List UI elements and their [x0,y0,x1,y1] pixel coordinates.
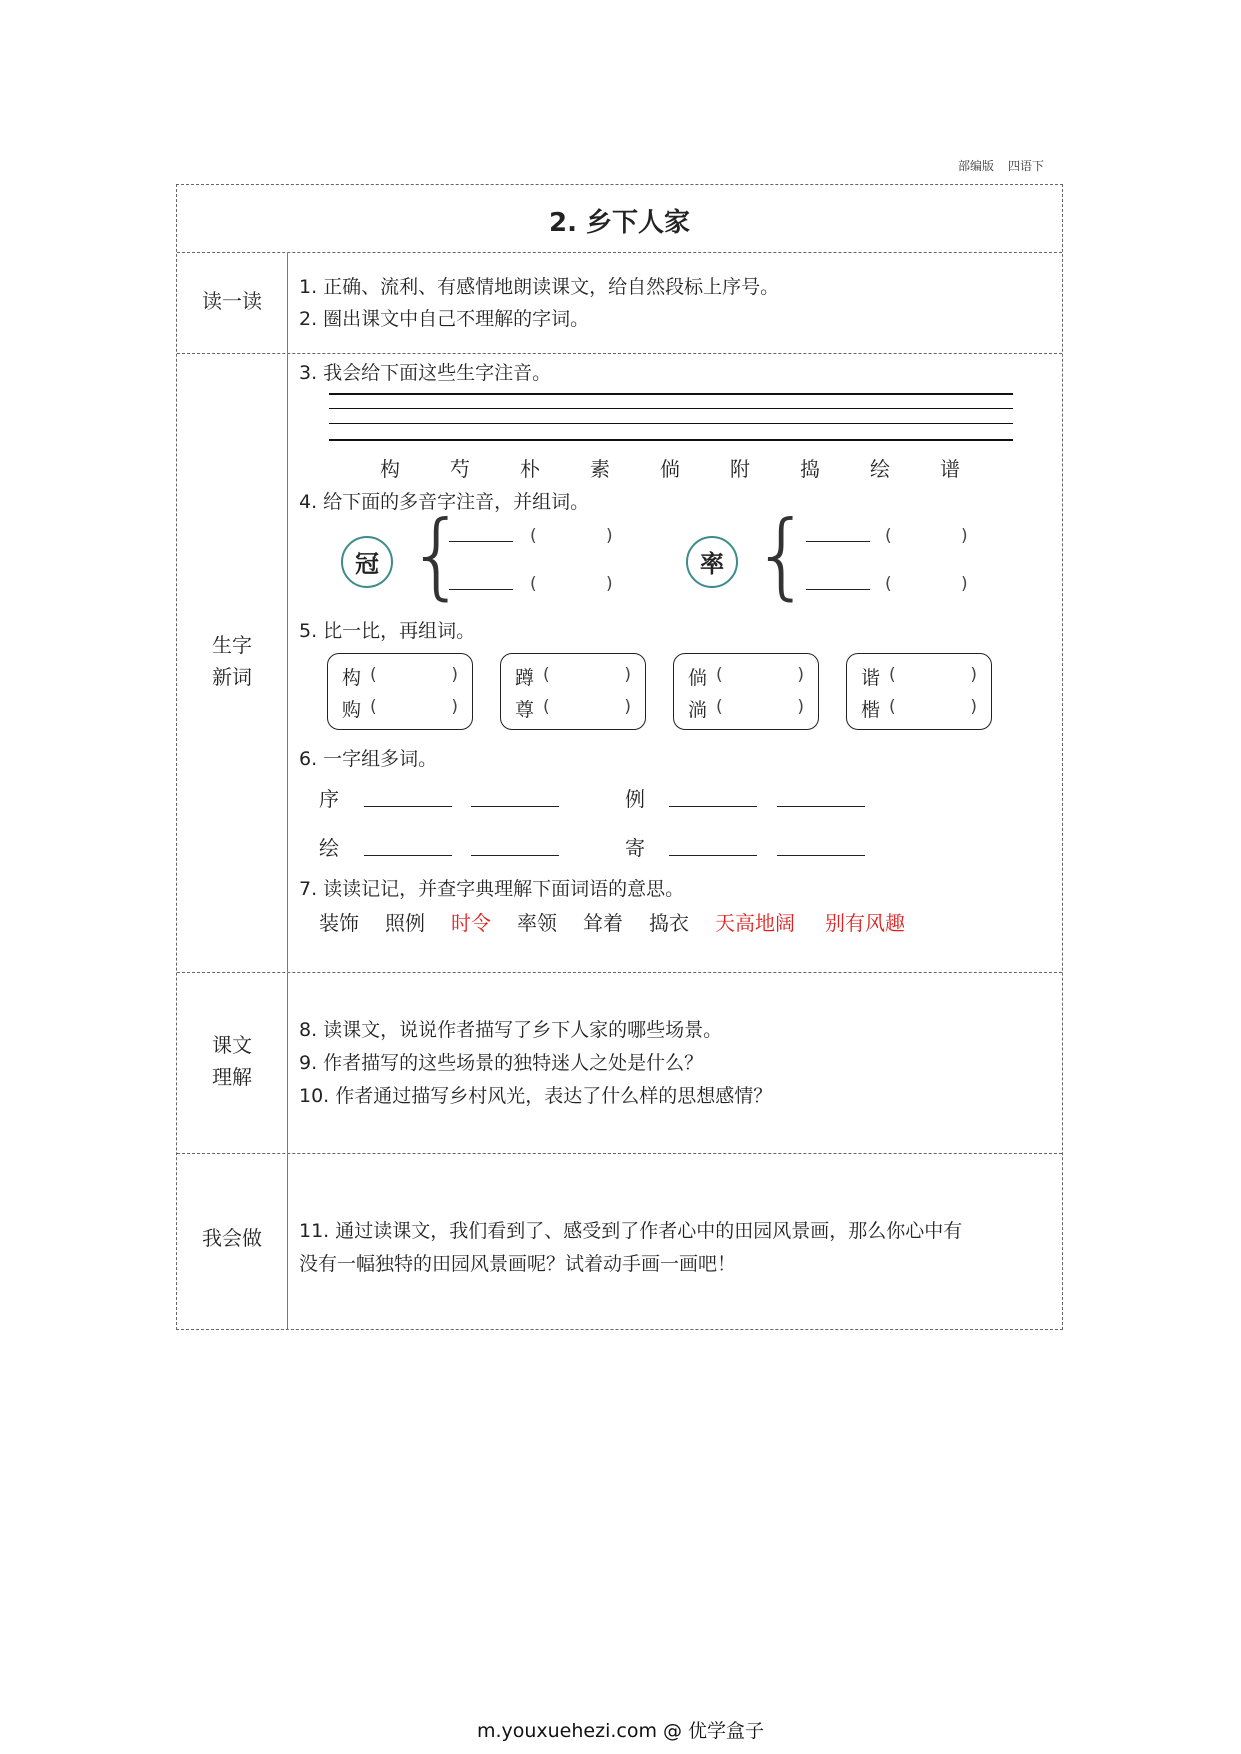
paren-close: ) [606,526,613,546]
pinyin-line [329,423,1013,424]
paren-open: ( [716,697,723,717]
pinyin-chars [380,453,960,482]
worksheet [176,184,1063,1330]
section-read-label: 读一读 [202,289,262,313]
word-blank[interactable] [471,806,559,807]
brace-icon: { [752,501,812,610]
word-blank[interactable] [777,806,865,807]
section-understanding [177,973,1062,1154]
brace-icon: { [407,501,467,610]
word-blank[interactable] [364,855,452,856]
pinyin-char: 捣 [800,457,820,481]
paren-open: ( [370,697,377,717]
paren-open: ( [885,574,892,594]
question-9: 9. 作者描写的这些场景的独特迷人之处是什么？ [299,1052,704,1074]
paren-close: ) [970,665,977,685]
section-read [177,253,1062,354]
compare-box [846,653,992,730]
compare-char: 淌 [688,699,708,721]
multi-word-char: 序 [319,787,339,811]
pinyin-char: 朴 [520,457,540,481]
paren-close: ) [606,574,613,594]
paren-open: ( [530,526,537,546]
question-4: 4. 给下面的多音字注音，并组词。 [299,491,590,513]
pinyin-char: 附 [730,457,750,481]
multi-word-char: 例 [625,787,645,811]
pinyin-blank[interactable] [449,541,513,542]
multi-word-char: 寄 [625,836,645,860]
pinyin-blank[interactable] [449,589,513,590]
compare-box [327,653,473,730]
question-11-line-1: 11. 通过读课文，我们看到了、感受到了作者心中的田园风景画，那么你心中有 [299,1220,963,1242]
word-blank[interactable] [364,806,452,807]
section-understanding-label-2: 理解 [212,1065,252,1089]
section-new-words [177,354,1062,973]
compare-box [500,653,646,730]
paren-open: ( [889,665,896,685]
vocab-word: 率领 [517,911,557,935]
word-blank[interactable] [669,855,757,856]
paren-open: ( [543,697,550,717]
word-blank[interactable] [669,806,757,807]
paren-close: ) [961,526,968,546]
pinyin-blank[interactable] [806,589,870,590]
polyphone-char: 率 [686,536,738,588]
paren-open: ( [530,574,537,594]
question-11-line-2: 没有一幅独特的田园风景画呢？试着动手画一画吧！ [299,1253,737,1275]
section-understanding-label-1: 课文 [212,1033,252,1057]
compare-char: 购 [342,699,362,721]
paren-open: ( [885,526,892,546]
vocab-word: 时令 [451,911,491,935]
grade-text: 四语下 [1008,159,1045,173]
paren-close: ) [961,574,968,594]
pinyin-char: 芍 [450,457,470,481]
vocab-word: 天高地阔 [715,911,795,935]
compare-char: 楷 [861,699,881,721]
paren-close: ) [624,697,631,717]
word-blank[interactable] [777,855,865,856]
compare-char: 尊 [515,699,535,721]
title-row [177,185,1062,253]
edition-label [958,157,1044,174]
polyphone-char: 冠 [341,536,393,588]
question-10: 10. 作者通过描写乡村风光，表达了什么样的思想感情？ [299,1085,773,1107]
paren-open: ( [716,665,723,685]
question-7: 7. 读读记记，并查字典理解下面词语的意思。 [299,878,685,900]
compare-box [673,653,819,730]
pinyin-char: 素 [590,457,610,481]
vocab-word: 装饰 [319,911,359,935]
page-title: 2. 乡下人家 [548,208,691,238]
vocab-word: 别有风趣 [825,911,905,935]
pinyin-line [329,439,1013,441]
paren-open: ( [889,697,896,717]
pinyin-line [329,393,1013,395]
paren-open: ( [370,665,377,685]
edition-text: 部编版 [958,159,995,173]
pinyin-blank[interactable] [806,541,870,542]
question-5: 5. 比一比，再组词。 [299,620,476,642]
paren-close: ) [797,697,804,717]
paren-open: ( [543,665,550,685]
footer-watermark: m.youxuehezi.com @ 优学盒子 [476,1720,765,1742]
question-6: 6. 一字组多词。 [299,748,438,770]
read-item-1: 1. 正确、流利、有感情地朗读课文，给自然段标上序号。 [299,276,780,298]
paren-close: ) [451,665,458,685]
compare-char: 蹲 [515,667,535,689]
word-blank[interactable] [471,855,559,856]
paren-close: ) [797,665,804,685]
pinyin-line [329,408,1013,409]
question-8: 8. 读课文，说说作者描写了乡下人家的哪些场景。 [299,1019,723,1041]
pinyin-char: 构 [380,457,400,481]
compare-char: 倘 [688,667,708,689]
pinyin-char: 谱 [940,457,960,481]
pinyin-char: 绘 [870,457,890,481]
compare-char: 谐 [861,667,881,689]
paren-close: ) [451,697,458,717]
paren-close: ) [970,697,977,717]
multi-word-char: 绘 [319,836,339,860]
section-new-words-label-1: 生字 [212,633,252,657]
section-practice [177,1154,1062,1329]
compare-char: 构 [342,667,362,689]
pinyin-char: 倘 [660,457,680,481]
vocab-word: 照例 [385,911,425,935]
vocab-word: 耸着 [583,911,623,935]
section-practice-label: 我会做 [202,1226,262,1250]
question-3: 3. 我会给下面这些生字注音。 [299,362,552,384]
paren-close: ) [624,665,631,685]
vocab-word: 捣衣 [649,911,689,935]
read-item-2: 2. 圈出课文中自己不理解的字词。 [299,308,590,330]
section-new-words-label-2: 新词 [212,665,252,689]
